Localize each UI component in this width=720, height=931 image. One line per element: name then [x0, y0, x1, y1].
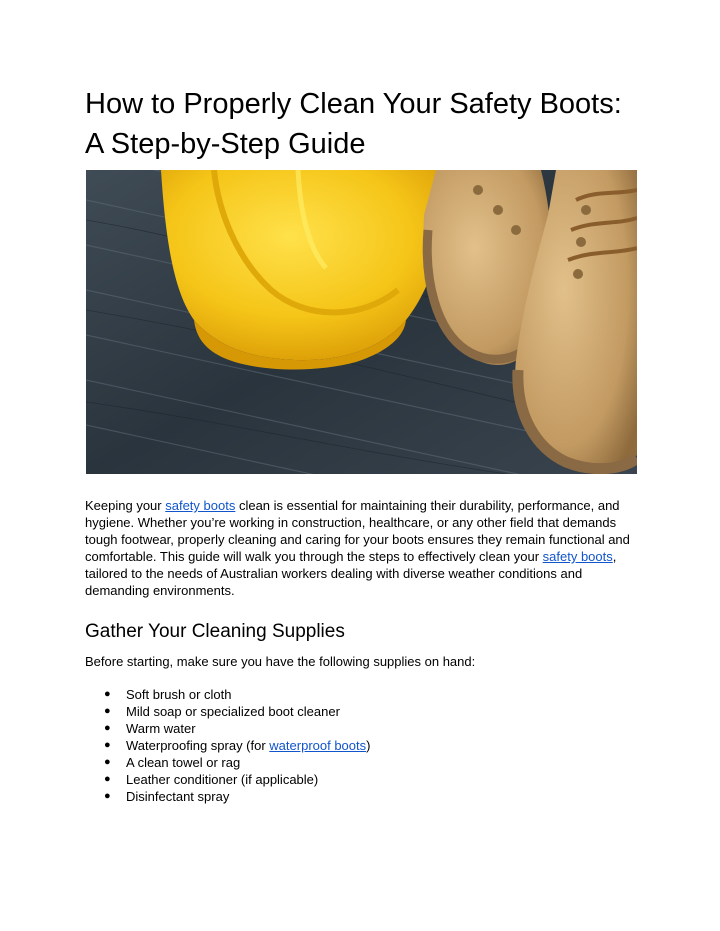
intro-text-2: clean is essential for maintaining their durability, performance, and hygiene. Whether you’re working in construction, healthcare, or any other field that demands tough footwear, properly cleaning and caring for your boots ensures they remain functional and comfortable. This guide will walk you through the steps to effectively clean your: [85, 498, 630, 564]
section-lead: Before starting, make sure you have the following supplies on hand:: [85, 654, 476, 669]
bullet-icon: ●: [104, 756, 111, 768]
list-item-text: Mild soap or specialized boot cleaner: [126, 704, 340, 719]
page-title: How to Properly Clean Your Safety Boots: A Step-by-Step Guide: [85, 88, 622, 160]
list-item: [85, 720, 370, 737]
section-heading: Gather Your Cleaning Supplies: [85, 621, 345, 642]
bullet-icon: ●: [104, 790, 111, 802]
safety-boots-link[interactable]: safety boots: [165, 498, 236, 513]
bullet-icon: ●: [104, 705, 111, 717]
list-item-text: ): [366, 738, 371, 753]
list-item: [85, 686, 370, 703]
supplies-list: [85, 686, 370, 805]
list-item: [85, 771, 370, 788]
list-item-text: Soft brush or cloth: [126, 687, 232, 702]
list-item: [85, 703, 370, 720]
bullet-icon: ●: [104, 773, 111, 785]
intro-text-1: Keeping your: [85, 498, 166, 513]
safety-boots-link-2[interactable]: safety boots: [542, 549, 613, 564]
list-item-text: Disinfectant spray: [126, 789, 230, 804]
intro-paragraph: [85, 497, 645, 599]
bullet-icon: ●: [104, 722, 111, 734]
list-item-text: Waterproofing spray (for: [126, 738, 270, 753]
list-item: [85, 788, 370, 805]
list-item: [85, 754, 370, 771]
bullet-icon: ●: [104, 688, 111, 700]
list-item-text: Leather conditioner (if applicable): [126, 772, 319, 787]
intro-text-3: , tailored to the needs of Australian workers dealing with diverse weather conditions and demanding environments.: [85, 549, 617, 598]
hero-image: [86, 170, 637, 474]
list-item: [85, 737, 370, 754]
bullet-icon: ●: [104, 739, 111, 751]
list-item-text: A clean towel or rag: [126, 755, 241, 770]
list-item-text: Warm water: [126, 721, 196, 736]
waterproof-boots-link[interactable]: waterproof boots: [269, 738, 367, 753]
